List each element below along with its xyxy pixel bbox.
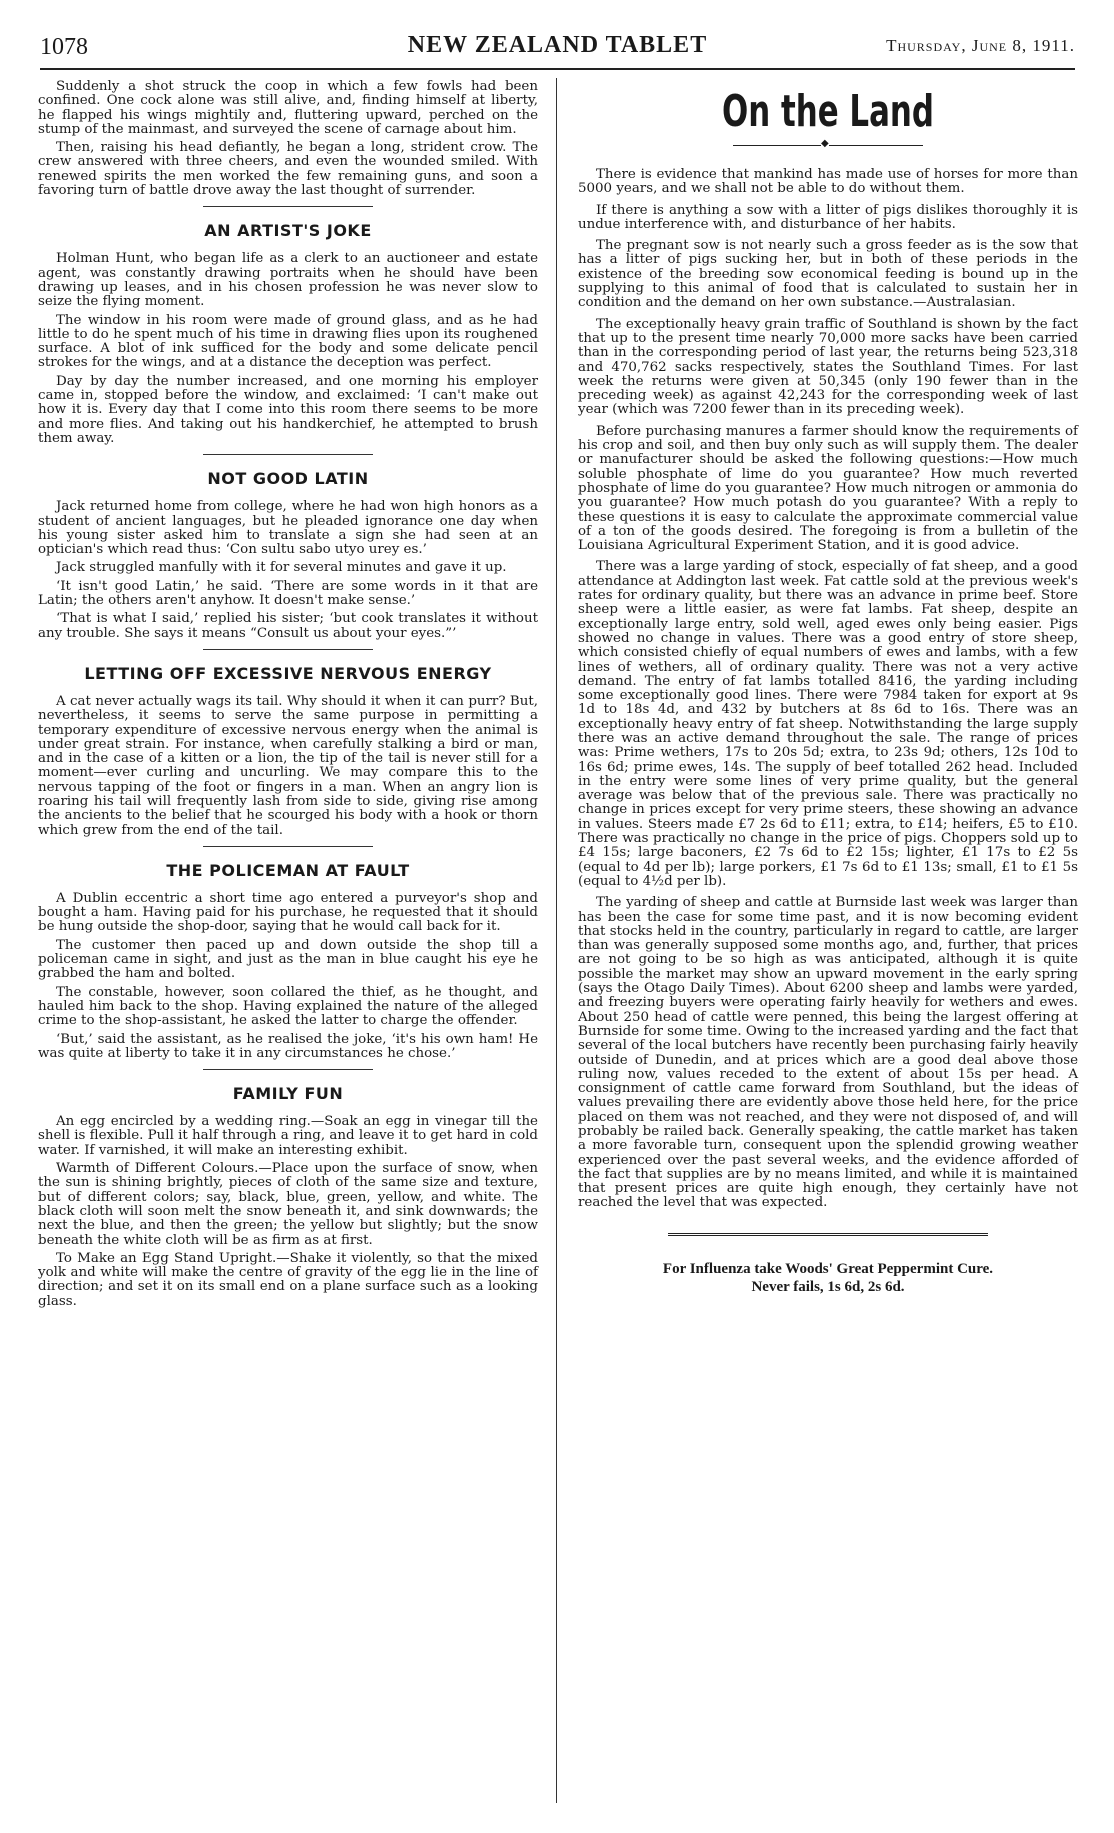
land-paragraph: There is evidence that mankind has made use of horses for more than 5000 years, and we shall not be able to do without them. [578,167,1078,197]
land-paragraph: Before purchasing manures a farmer should know the requirements of his crop and soil, and then buy only such as will supply them. The dealer or manufacturer should be asked the following questions:—How much soluble phosphate of lime do you guarantee? How much reverted phosphate of lime do you guarantee? How much nitrogen or ammonia do you guarantee? How much potash do you guarantee? With a reply to these questions it is easy to calculate the approximate commercial value of a ton of the goods desired. The foregoing is from a bulletin of the Louisiana Agricultural Experiment Station, and it is good advice. [578,423,1078,554]
section-rule [203,649,373,650]
policeman-paragraph: A Dublin eccentric a short time ago entered a purveyor's shop and bought a ham. Having paid for his purchase, he requested that it should be hung outside the shop-door, saying that he would call back for it. [38,890,538,935]
title-ornament [733,145,923,146]
land-paragraph: The exceptionally heavy grain traffic of Southland is shown by the fact that up to the present time nearly 70,000 more sacks have been carried than in the corresponding period of last year, the returns being 523,318 and 470,762 sacks respectively, states the Southland Times. For last week the returns were given at 50,345 (only 190 fewer than in the preceding week) as against 42,243 for the corresponding week of last year (which was 7200 fewer than in its preceding week). [578,316,1078,418]
advert-line: Never fails, 1s 6d, 2s 6d. [751,1278,905,1295]
latin-paragraph: Jack struggled manfully with it for several minutes and gave it up. [56,560,507,576]
land-paragraph: The pregnant sow is not nearly such a gross feeder as is the sow that has a litter of pigs sucking her, but in both of these periods in the existence of the breeding sow economical feeding is bound up in the supplying to this animal of food that is calculated to sustain her in condition and the demand on her own substance.—Australasian. [578,238,1078,311]
right-column [578,80,1078,1296]
story-paragraph: Suddenly a shot struck the coop in which a few fowls had been confined. One cock alone was still alive, and, finding himself at liberty, he flapped his wings mightily and, fluttering upward, perched on the stump of the mainmast, and surveyed the scene of carnage about him. [38,79,538,137]
artist-paragraph: Holman Hunt, who began life as a clerk to an auctioneer and estate agent, was constantly drawing portraits when he should have been drawing up leases, and in his chosen profession he was never slow to seize the flying moment. [38,251,538,310]
policeman-heading: THE POLICEMAN AT FAULT [166,860,410,880]
family-heading: FAMILY FUN [232,1084,344,1104]
land-paragraph: If there is anything a sow with a litter of pigs dislikes thoroughly it is undue interference with, and disturbance of her habits. [578,202,1078,232]
nervous-heading: LETTING OFF EXCESSIVE NERVOUS ENERGY [84,663,492,683]
page-number: 1078 [40,34,88,60]
nervous-paragraph: A cat never actually wags its tail. Why should it when it can purr? But, nevertheless, it seems to serve the same purpose in permitting a temporary expenditure of excessive nervous energy when the animal is under great strain. For instance, when carefully stalking a bird or man, and in the case of a kitten or a lion, the tip of the tail is never still for a moment—ever curling and uncurling. We may compare this to the nervous tapping of the foot or fingers in a man. When an angry lion is roaring his tail will frequently lash from side to side, giving rise among the ancients to the belief that he scourged his body with a hook or thorn which grew from the end of the tail. [38,693,538,838]
section-rule [203,454,373,455]
left-column [38,80,538,1313]
issue-date: Thursday, June 8, 1911. [886,36,1075,55]
story-paragraph: Then, raising his head defiantly, he began a long, strident crow. The crew answered with three cheers, and even the wounded smiled. With renewed spirits the men worked the few remaining guns, and soon a favoring turn of battle drove away the last thought of surrender. [38,140,538,199]
latin-paragraph: ‘It isn't good Latin,’ he said. ‘There are some words in it that are Latin; the others aren't anyhow. It doesn't make sense.’ [38,578,538,609]
latin-paragraph: ‘That is what I said,’ replied his sister; ‘but cook translates it without any trouble. She says it means “Consult us about your eyes.”’ [38,611,538,641]
land-paragraph: There was a large yarding of stock, especially of fat sheep, and a good attendance at Addington last week. Fat cattle sold at the previous week's rates for ordinary quality, but there was an advance in prime beef. Store sheep were a little easier, as were fat lambs. Fat sheep, despite an exceptionally large entry, sold well, aged ewes only being easier. Pigs showed no change in values. There was a good entry of store sheep, which consisted chiefly of equal numbers of ewes and lambs, with a few lines of wethers, all of ordinary quality. There was not a very active demand. The entry of fat lambs totalled 8416, the yarding including some exceptionally good lines. There were 7984 taken for export at 9s 1d to 18s 4d, and 432 by butchers at 8s 6d to 16s. There was an exceptionally heavy entry of fat sheep. Notwithstanding the large supply there was an active demand throughout the sale. The range of prices was: Prime wethers, 17s to 20s 5d; extra, to 23s 9d; others, 12s 10d to 16s 6d; prime ewes, 14s. The supply of beef totalled 262 head. Included in the entry were some lines of very prime quality, but the general average was below that of the previous sale. There was practically no change in prices except for very prime steers, these showing an advance in values. Steers made £7 2s 6d to £11; extra, to £14; heifers, £5 to £10. There was practically no change in the price of pigs. Choppers sold up to £4 15s; large baconers, £2 7s 6d to £2 15s; lighter, £1 17s to £2 5s (equal to 4d per lb); large porkers, £1 7s 6d to £1 13s; small, £1 to £1 5s (equal to 4½d per lb). [578,559,1078,889]
policeman-paragraph: The customer then paced up and down outside the shop till a policeman came in sight, and just as the man in blue caught his eye he grabbed the ham and bolted. [38,937,538,982]
policeman-paragraph: ‘But,’ said the assistant, as he realised the joke, ‘it's his own ham! He was quite at liberty to take it in any circumstances he chose.’ [38,1031,538,1061]
advert-line: For Influenza take Woods' Great Peppermint Cure. [662,1260,994,1277]
page-header [40,30,1075,66]
section-rule [203,1069,373,1070]
artist-paragraph: The window in his room were made of ground glass, and as he had little to do he spent much of his time in drawing flies upon its roughened surface. A blot of ink sufficed for the body and some delicate pencil strokes for the wings, and at a distance the deception was perfect. [38,312,538,371]
family-paragraph: Warmth of Different Colours.—Place upon the surface of snow, when the sun is shining brightly, pieces of cloth of the same size and texture, but of different colors; say, black, blue, green, yellow, and white. The black cloth will soon melt the snow beneath it, and sink downwards; the next the blue, and then the green; the yellow but slightly; but the snow beneath the white cloth will be as firm as at first. [38,1161,538,1248]
section-title: On the Land [721,86,935,137]
land-paragraph: The yarding of sheep and cattle at Burnside last week was larger than has been the case for some time past, and it is now becoming evident that stocks held in the country, particularly in regard to cattle, are larger than was generally supposed some months ago, and, further, that prices are not going to be so high as was anticipated, although it is quite possible the market may show an upward movement in the early spring (says the Otago Daily Times). About 6200 sheep and lambs were yarded, and freezing buyers were operating fairly heavily for wethers and ewes. About 250 head of cattle were penned, this being the largest offering at Burnside for some time. Owing to the increased yarding and the fact that several of the local butchers have recently been purchasing fairly heavily outside of Dunedin, and at prices which are a good deal above those ruling now, values receded to the extent of about 15s per head. A consignment of cattle came forward from Southland, but the ideas of values prevailing there are evidently above those held here, for the price placed on them was not reached, and they were not disposed of, and will probably be railed back. Generally speaking, the cattle market has taken a more favorable turn, consequent upon the splendid growing weather experienced over the past several weeks, and the evidence afforded of the fact that supplies are by no means limited, and while it is maintained that present prices are quite high enough, they certainly have not reached the level that was expected. [578,895,1078,1211]
policeman-paragraph: The constable, however, soon collared the thief, as he thought, and hauled him back to the shop. Having explained the nature of the alleged crime to the shop-assistant, he asked the latter to charge the offender. [38,984,538,1029]
section-rule [203,206,373,207]
column-divider [556,78,557,1803]
latin-heading: NOT GOOD LATIN [207,469,369,489]
header-rule [40,68,1075,70]
artist-paragraph: Day by day the number increased, and one morning his employer came in, stopped before the window, and exclaimed: ‘I can't make out how it is. Every day that I come into this room there seems to be more and more flies. And taking out his handkerchief, he attempted to brush them away. [38,373,538,446]
family-paragraph: To Make an Egg Stand Upright.—Shake it violently, so that the mixed yolk and white will make the centre of gravity of the egg lie in the line of direction; and set it on its small end on a plane surface such as a looking glass. [38,1250,538,1309]
artist-heading: AN ARTIST'S JOKE [204,221,372,241]
end-rule [668,1233,988,1236]
family-paragraph: An egg encircled by a wedding ring.—Soak an egg in vinegar till the shell is flexible. Pull it half through a ring, and leave it to get hard in cold water. If varnished, it will make an interesting exhibit. [38,1114,538,1158]
advertisement [578,1260,1078,1296]
latin-paragraph: Jack returned home from college, where he had won high honors as a student of ancient languages, but he pleaded ignorance one day when his young sister asked him to translate a sign she had seen at an optician's which read thus: ‘Con sultu sabo utyo urey es.’ [38,499,538,558]
masthead: NEW ZEALAND TABLET [407,32,708,58]
section-rule [203,846,373,847]
